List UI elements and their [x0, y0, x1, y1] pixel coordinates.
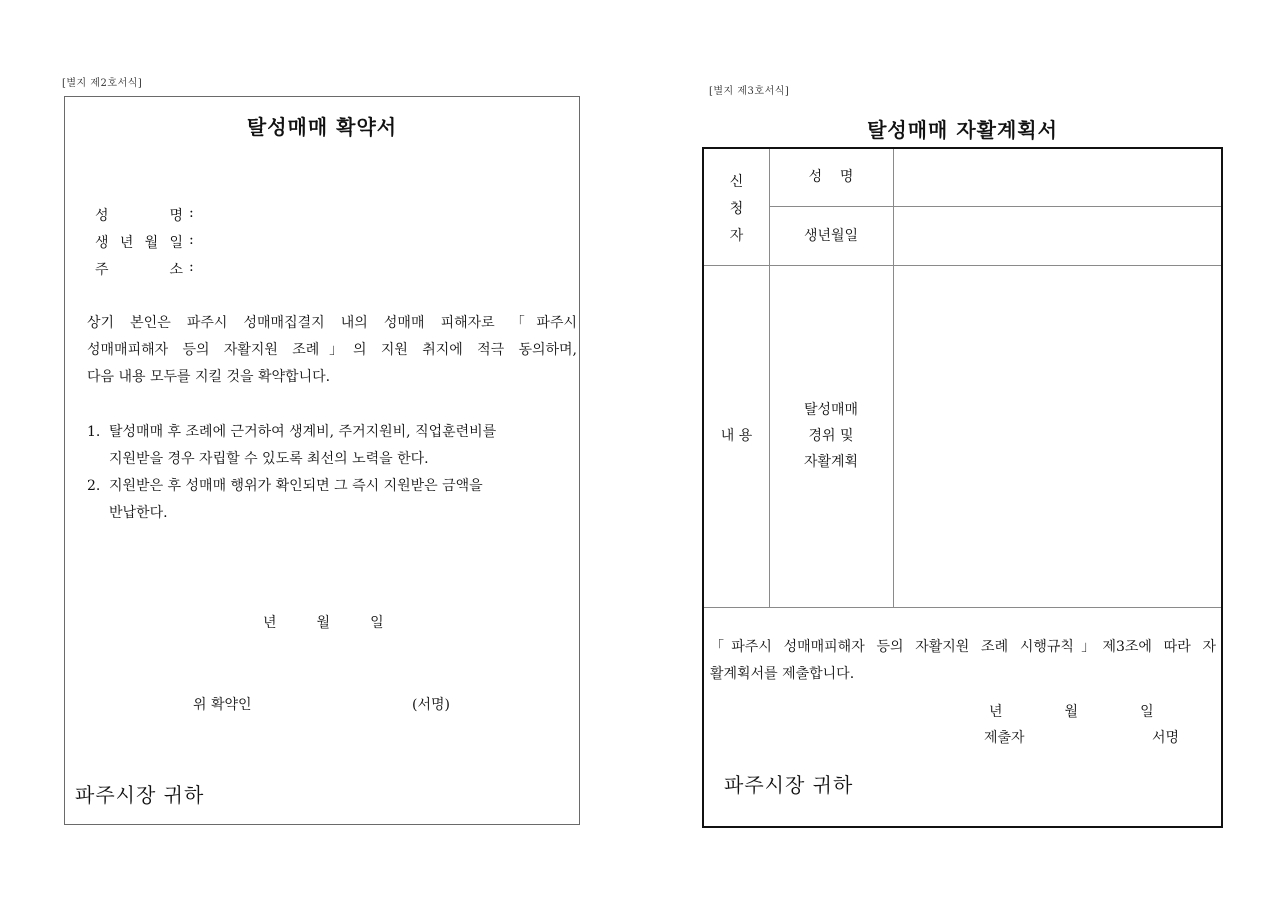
left-form-number: [별지 제2호서식]	[62, 78, 143, 89]
col-divider	[769, 149, 770, 607]
pledge-paragraph: 상기 본인은 파주시 성매매집결지 내의 성매매 피해자로 「파주시 성매매피해자 등의 자활지원 조례」의 지원 취지에 적극 동의하며, 다음 내용 모두를 지킬 것을 확약합니다.	[87, 315, 577, 385]
pledge-form	[64, 96, 580, 825]
pledge-list	[87, 419, 557, 527]
field-name[interactable]: 성 명 :	[95, 205, 194, 232]
row-divider	[704, 607, 1221, 608]
field-birthdate[interactable]: 생 년 월 일 :	[95, 232, 194, 259]
applicant-header: 신 청 자	[729, 174, 744, 244]
self-support-plan-table	[702, 147, 1223, 828]
pledge-fields	[95, 205, 194, 286]
content-label: 탈성매매 경위 및 자활계획	[803, 402, 859, 470]
name-input[interactable]	[894, 149, 1221, 206]
field-address-label: 주 소	[95, 262, 183, 278]
field-address[interactable]: 주 소 :	[95, 259, 194, 286]
submitter-label: 제출자	[984, 730, 1025, 746]
content-header: 내 용	[720, 428, 753, 444]
plan-signature-field[interactable]: 서명	[1152, 730, 1180, 746]
pledger-label: 위 확약인	[193, 697, 252, 713]
birthdate-input[interactable]	[894, 207, 1221, 265]
field-name-label: 성 명	[95, 208, 183, 224]
field-birthdate-label: 생 년 월 일	[95, 235, 183, 251]
plan-date[interactable]: 년 월 일	[989, 704, 1154, 720]
pledge-addressee: 파주시장 귀하	[75, 783, 205, 807]
plan-statement: 「파주시 성매매피해자 등의 자활지원 조례 시행규칙」제3조에 따라 자 활계획서를 제출합니다.	[710, 639, 1216, 682]
right-form-number: [별지 제3호서식]	[709, 86, 790, 97]
plan-addressee: 파주시장 귀하	[724, 773, 854, 797]
pledge-date[interactable]: 년 월 일	[263, 615, 384, 631]
plan-form-title: 탈성매매 자활계획서	[867, 118, 1058, 142]
pledge-form-title: 탈성매매 확약서	[246, 115, 398, 139]
birthdate-label: 생년월일	[803, 228, 859, 244]
pledge-list-item: 2. 지원받은 후 성매매 행위가 확인되면 그 즉시 지원받은 금액을 반납한다.	[87, 478, 483, 521]
pledge-list-item: 1. 탈성매매 후 조례에 근거하여 생계비, 주거지원비, 직업훈련비를 지원받을 경우 자립할 수 있도록 최선의 노력을 한다.	[87, 424, 497, 467]
pledge-signature-field[interactable]: (서명)	[412, 697, 450, 713]
content-input[interactable]	[894, 266, 1221, 607]
name-label: 성 명	[808, 169, 854, 185]
